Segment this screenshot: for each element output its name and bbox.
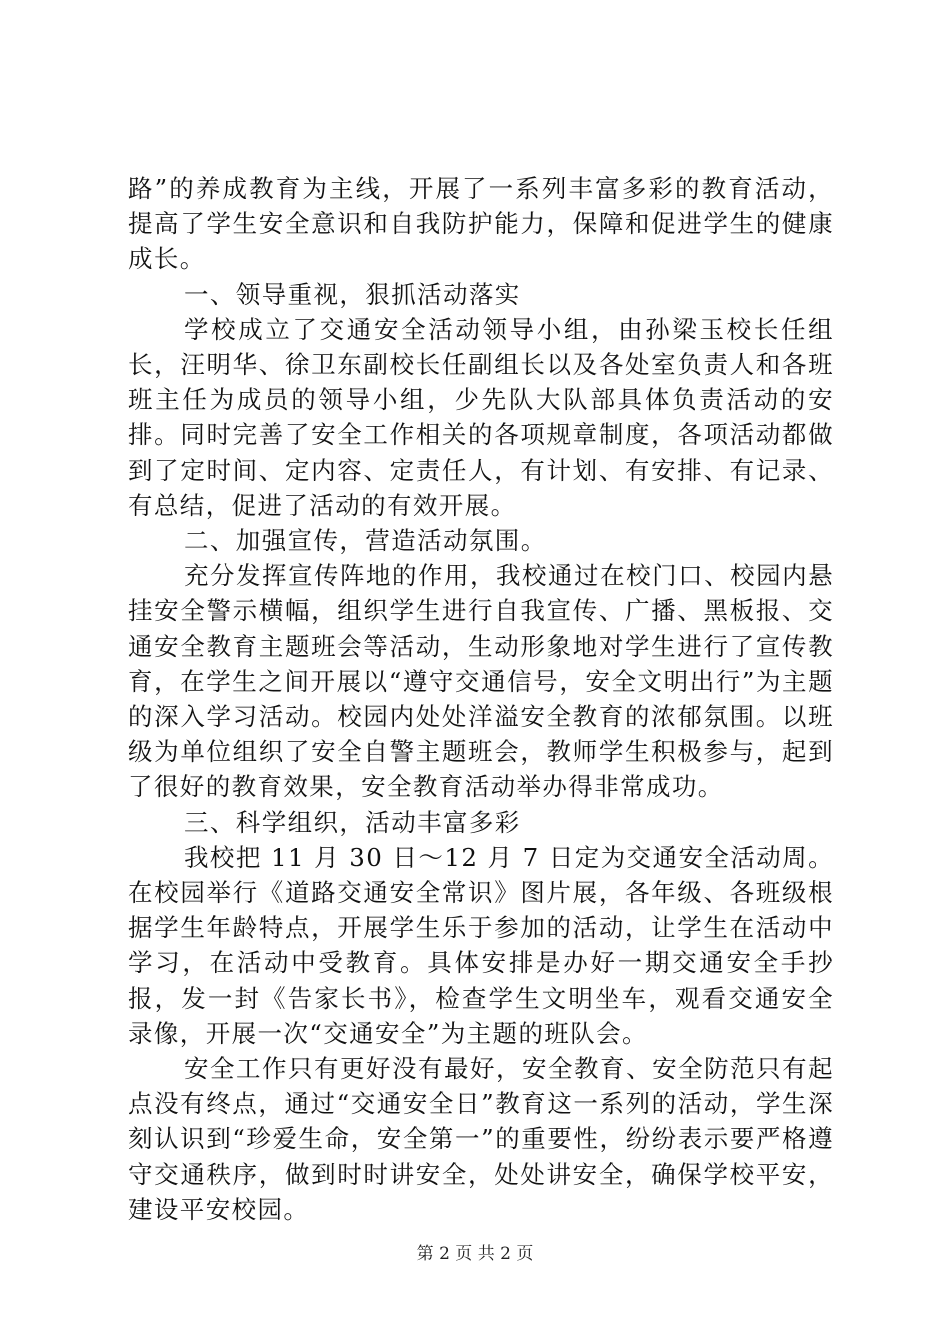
body-paragraph: 充分发挥宣传阵地的作用，我校通过在校门口、校园内悬挂安全警示横幅，组织学生进行自我宣传、广播、黑板报、交通安全教育主题班会等活动，生动形象地对学生进行了宣传教育，在学生之间开展以“遵守交通信号，安全文明出行”为主题的深入学习活动。校园内处处洋溢安全教育的浓郁氛围。以班级为单位组织了安全自警主题班会，教师学生积极参与，起到了很好的教育效果，安全教育活动举办得非常成功。: [128, 561, 834, 802]
section-heading-3: 三、科学组织，活动丰富多彩: [184, 807, 521, 837]
body-paragraph: 安全工作只有更好没有最好，安全教育、安全防范只有起点没有终点，通过“交通安全日”教育这一系列的活动，学生深刻认识到“珍爱生命，安全第一”的重要性，纷纷表示要严格遵守交通秩序，做到时时讲安全，处处讲安全，确保学校平安，建设平安校园。: [128, 1054, 834, 1224]
body-paragraph: 我校把 11 月 30 日～12 月 7 日定为交通安全活动周。在校园举行《道路交通安全常识》图片展，各年级、各班级根据学生年龄特点，开展学生乐于参加的活动，让学生在活动中学习，在活动中受教育。具体安排是办好一期交通安全手抄报，发一封《告家长书》，检查学生文明坐车，观看交通安全录像，开展一次“交通安全”为主题的班队会。: [128, 842, 834, 1048]
section-heading-2: 二、加强宣传，营造活动氛围。: [184, 526, 547, 556]
section-heading-1: 一、领导重视，狠抓活动落实: [184, 279, 521, 309]
page-number-footer: 第 2 页 共 2 页: [416, 1244, 534, 1264]
body-paragraph: 路”的养成教育为主线，开展了一系列丰富多彩的教育活动，提高了学生安全意识和自我防护能力，保障和促进学生的健康成长。: [128, 174, 834, 274]
body-paragraph: 学校成立了交通安全活动领导小组，由孙梁玉校长任组长，汪明华、徐卫东副校长任副组长以及各处室负责人和各班班主任为成员的领导小组，少先队大队部具体负责活动的安排。同时完善了安全工作相关的各项规章制度，各项活动都做到了定时间、定内容、定责任人，有计划、有安排、有记录、有总结，促进了活动的有效开展。: [128, 314, 834, 520]
document-body: [128, 171, 834, 1227]
